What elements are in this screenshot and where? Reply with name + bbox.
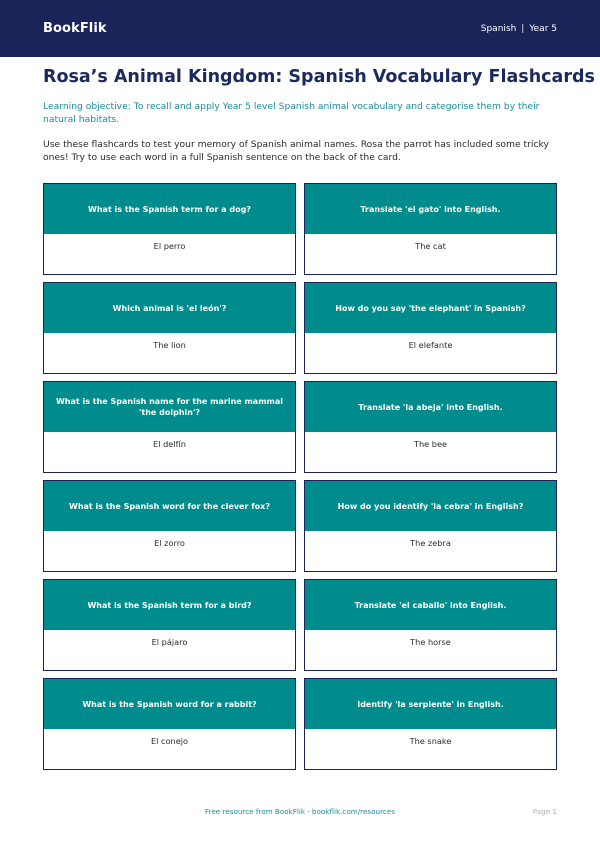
flashcard[interactable] bbox=[304, 381, 557, 473]
intro-text: Use these flashcards to test your memory of Spanish animal names. Rosa the parrot has included some tricky ones! Try to use each word in a full Spanish sentence on the back of the card. bbox=[43, 139, 549, 163]
flashcard-answer: The lion bbox=[153, 340, 186, 350]
flashcard-answer: The cat bbox=[415, 241, 446, 251]
flashcard-question: What is the Spanish word for the clever fox? bbox=[44, 481, 295, 531]
flashcard-question: What is the Spanish term for a bird? bbox=[44, 580, 295, 630]
flashcard[interactable] bbox=[304, 678, 557, 770]
flashcard[interactable] bbox=[43, 282, 296, 374]
page-number: Page 1 bbox=[532, 807, 557, 816]
flashcard-question: What is the Spanish term for a dog? bbox=[44, 184, 295, 234]
learning-objective: Learning objective: To recall and apply Year 5 level Spanish animal vocabulary and categorise them by their natural habitats. bbox=[43, 101, 540, 125]
top-header-bar bbox=[0, 0, 600, 57]
flashcard-answer: The bee bbox=[413, 439, 448, 449]
flashcard-question: Translate 'el gato' into English. bbox=[305, 184, 556, 234]
page-footer bbox=[0, 807, 600, 821]
flashcard[interactable] bbox=[43, 678, 296, 770]
footer-resource-link[interactable]: Free resource from BookFlik · bookflik.com/resources bbox=[204, 807, 396, 816]
brand-logo-text[interactable]: BookFlik bbox=[43, 21, 107, 36]
flashcard[interactable] bbox=[304, 282, 557, 374]
flashcard[interactable] bbox=[304, 183, 557, 275]
flashcard-answer: El zorro bbox=[154, 538, 185, 548]
flashcard-question: Identify 'la serpiente' in English. bbox=[305, 679, 556, 729]
flashcard-answer: El pájaro bbox=[151, 637, 188, 647]
flashcard-question: How do you say 'the elephant' in Spanish? bbox=[305, 283, 556, 333]
flashcard-answer: El conejo bbox=[150, 736, 189, 746]
subject-year-label bbox=[481, 24, 557, 34]
flashcard[interactable] bbox=[43, 381, 296, 473]
flashcard[interactable] bbox=[43, 183, 296, 275]
subject-label: Spanish bbox=[480, 23, 517, 34]
page-title: Rosa’s Animal Kingdom: Spanish Vocabulary Flashcards bbox=[43, 67, 595, 87]
flashcard-question: What is the Spanish name for the marine mammal 'the dolphin'? bbox=[44, 382, 295, 432]
flashcard[interactable] bbox=[304, 579, 557, 671]
flashcard-answer: El perro bbox=[153, 241, 186, 251]
flashcard-question: Translate 'la abeja' into English. bbox=[305, 382, 556, 432]
flashcard-question: Translate 'el caballo' into English. bbox=[305, 580, 556, 630]
flashcard-grid bbox=[43, 183, 557, 770]
meta-separator: | bbox=[521, 23, 525, 34]
flashcard-answer: The zebra bbox=[410, 538, 451, 548]
flashcard-question: What is the Spanish word for a rabbit? bbox=[44, 679, 295, 729]
flashcard[interactable] bbox=[43, 579, 296, 671]
flashcard-question: Which animal is 'el león'? bbox=[44, 283, 295, 333]
year-label: Year 5 bbox=[529, 23, 557, 34]
flashcard-answer: El delfín bbox=[153, 439, 186, 449]
flashcard-question: How do you identify 'la cebra' in English? bbox=[305, 481, 556, 531]
flashcard[interactable] bbox=[304, 480, 557, 572]
flashcard-answer: The snake bbox=[409, 736, 452, 746]
flashcard-answer: The horse bbox=[410, 637, 451, 647]
flashcard-answer: El elefante bbox=[408, 340, 453, 350]
flashcard[interactable] bbox=[43, 480, 296, 572]
